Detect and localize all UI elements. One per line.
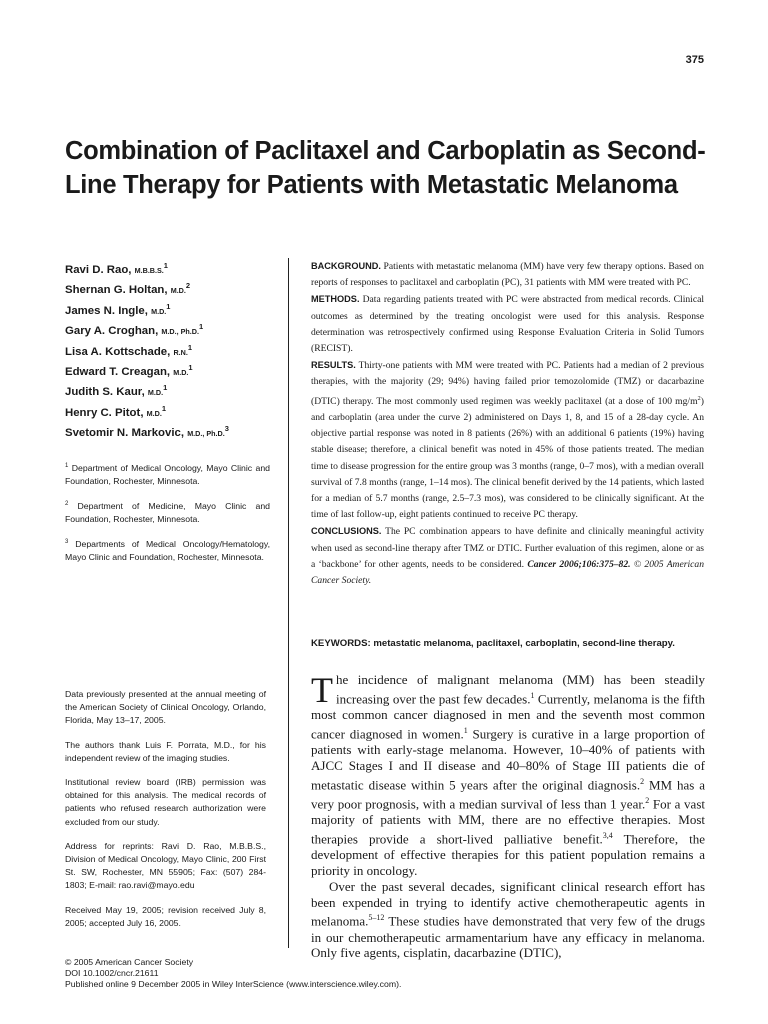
article-title: Combination of Paclitaxel and Carboplatin as Second-Line Therapy for Patients with Metastatic Melanoma xyxy=(65,137,706,199)
author: Gary A. Croghan, M.D., Ph.D.$^1$ xyxy=(65,322,204,337)
body-paragraph: Over the past several decades, significant clinical research effort has been expended in trying to identify active chemotherapeutic agents in melanoma.$^{5-12}$ These studies have demonstrated that very few of the drugs in our chemotherapeutic armamentarium have any efficacy in melanoma. Only five agents, cisplatin, dacarbazine (DTIC), xyxy=(311,878,705,961)
affiliation: $^3$ Departments of Medical Oncology/Hematology, Mayo Clinic and Foundation, Rochester, Minnesota. xyxy=(65,539,270,563)
footer-doi: DOI 10.1002/cncr.21611 xyxy=(65,968,159,978)
author: James N. Ingle, M.D.$^1$ xyxy=(65,301,171,317)
author: Judith S. Kaur, M.D.$^1$ xyxy=(65,383,168,399)
keywords: KEYWORDS: metastatic melanoma, paclitaxel, carboplatin, second-line therapy. xyxy=(311,638,675,649)
abstract-conclusions: CONCLUSIONS. The PC combination appears to have definite and clinically meaningful activity when used as second-line therapy after TMZ or DTIC. Further evaluation of this regimen, alone or as a ‘backbone’ for other agents, needs to be considered. Cancer 2006;106:375–82. © 2005 American Cancer Society. xyxy=(311,526,704,587)
author: Henry C. Pitot, M.D.$^1$ xyxy=(65,403,166,419)
abstract xyxy=(311,258,704,589)
note: Data previously presented at the annual meeting of the American Society of Clinical Oncology, Orlando, Florida, May 13–17, 2005. xyxy=(65,689,266,726)
author: Edward T. Creagan, M.D.$^1$ xyxy=(65,362,193,378)
note: The authors thank Luis F. Porrata, M.D., for his independent review of the imaging studies. xyxy=(65,739,266,763)
footnotes xyxy=(65,688,266,941)
author-column xyxy=(65,258,270,564)
note: Received May 19, 2005; revision received July 8, 2005; accepted July 16, 2005. xyxy=(65,904,266,928)
note: Address for reprints: Ravi D. Rao, M.B.B.S., Division of Medical Oncology, Mayo Clinic, 200 First St. SW, Rochester, MN 55905; Fax: (507) 284-1803; E-mail: rao.ravi@mayo.edu xyxy=(65,840,266,891)
footer-published: Published online 9 December 2005 in Wiley InterScience (www.interscience.wiley.com). xyxy=(65,979,402,989)
affiliation: $^1$ Department of Medical Oncology, Mayo Clinic and Foundation, Rochester, Minnesota. xyxy=(65,462,271,486)
abstract-results: RESULTS. Thirty-one patients with MM were treated with PC. Patients had a median of 2 previous therapies, with the majority (29; 94%) having failed prior temozolomide (TMZ) or dacarbazine (DTIC) therapy. The most commonly used regimen was weekly paclitaxel (at a dose of 100 $mg/m^2$) and carboplatin (area under the curve 2) administered on Days 1, 8, and 15 of a 28-day cycle. An objective partial response was noted in 8 patients (26%) with an additional 6 patients (19%) having stable disease; therefore, a clinical benefit was noted in 45% of those patients treated. The median time to disease progression for the entire group was 3 months (range, 0–7 mos), with a median overall survival of 7.8 months (range, 1–14 mos). The clinical benefit derived by the 14 patients, which lasted for a median of 5.7 months (range, 2.5–7.3 mos), was considered to be clinically significant. At the time of last follow-up, eight patients continued to receive PC therapy. xyxy=(311,360,704,521)
body-text xyxy=(311,672,705,961)
body-paragraph: The incidence of malignant melanoma (MM) has been steadily increasing over the past few decades.$^1$ Currently, melanoma is the fifth most common cancer diagnosed in men and the seventh most common cancer diagnosed in women.$^1$ Surgery is curative in a large proportion of patients with early-stage melanoma. However, 10–40% of patients with AJCC Stages I and II disease and 40–80% of Stage III patients die of metastatic disease within 5 years after the original diagnosis.$^2$ MM has a very poor prognosis, with a median survival of less than 1 year.$^2$ For a vast majority of patients with MM, there are no effective therapies. Most therapies provide a short-lived palliative benefit.$^{3,4}$ Therefore, the development of effective therapies for this patient population remains a priority in oncology. xyxy=(311,670,706,878)
abstract-methods: METHODS. Data regarding patients treated with PC were abstracted from medical records. Clinical outcomes as determined by the treating oncologist were used for this analysis. Response determination was retrospectively confirmed using Response Evaluation Criteria in Solid Tumors (RECIST). xyxy=(311,294,704,355)
footer-copyright: © 2005 American Cancer Society xyxy=(65,957,194,967)
page-footer xyxy=(65,957,685,990)
note: Institutional review board (IRB) permission was obtained for this analysis. The medical records of patients who refused research authorization were excluded from our study. xyxy=(65,777,266,827)
abstract-background: BACKGROUND. Patients with metastatic melanoma (MM) have very few therapy options. Based on reports of responses to paclitaxel and carboplatin (PC), 31 patients with MM were treated with PC. xyxy=(311,261,704,289)
drop-cap: T xyxy=(311,670,333,710)
affiliation: $^2$ Department of Medicine, Mayo Clinic and Foundation, Rochester, Minnesota. xyxy=(65,500,270,524)
author: Svetomir N. Markovic, M.D., Ph.D.$^3$ xyxy=(65,424,229,439)
column-divider xyxy=(288,258,289,948)
author: Shernan G. Holtan, M.D.$^2$ xyxy=(65,281,191,297)
author: Lisa A. Kottschade, R.N.$^1$ xyxy=(65,342,192,358)
author: Ravi D. Rao, M.B.B.S.$^1$ xyxy=(65,261,168,276)
author-list xyxy=(65,258,270,442)
page-number: 375 xyxy=(685,54,704,66)
